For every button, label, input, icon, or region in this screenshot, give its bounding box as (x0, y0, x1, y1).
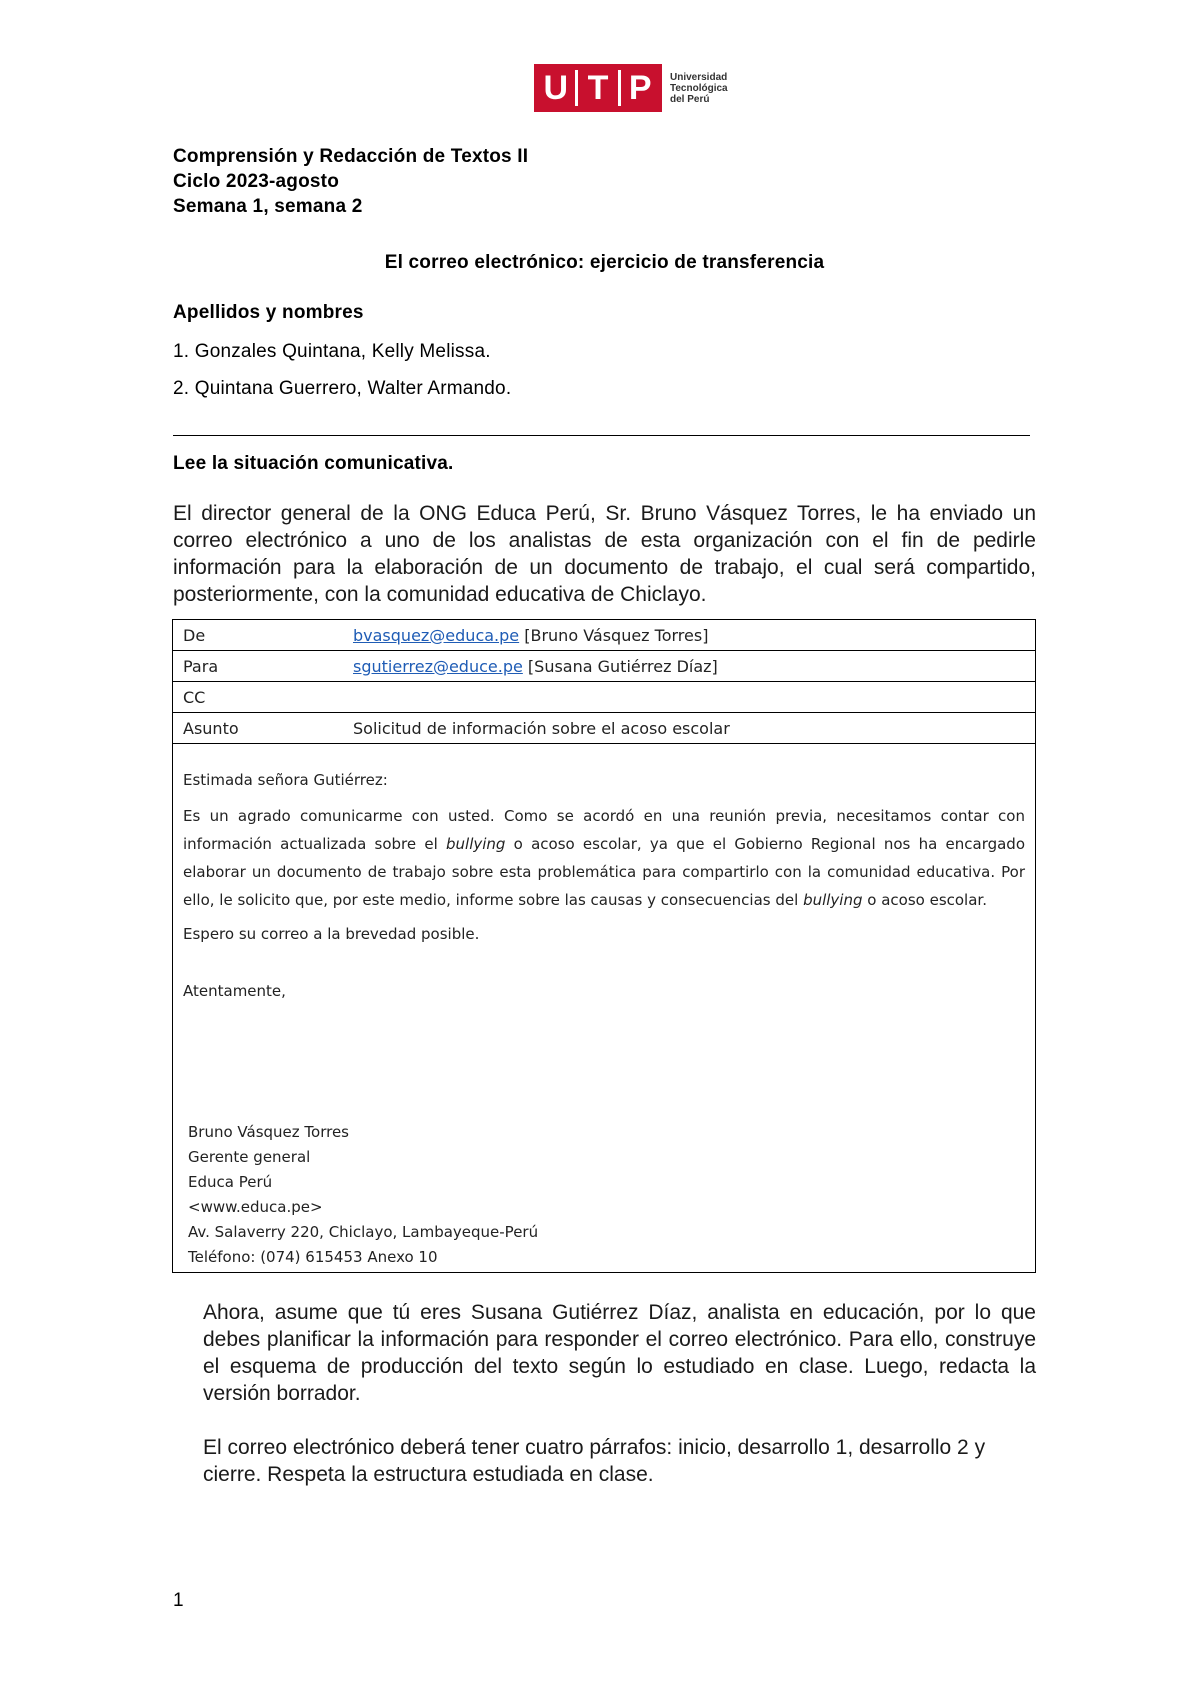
sig-org: Educa Perú (188, 1173, 273, 1191)
subject-label: Asunto (183, 718, 239, 738)
sig-name: Bruno Vásquez Torres (188, 1123, 349, 1141)
email-closing: Atentamente, (183, 982, 286, 1000)
sig-role: Gerente general (188, 1148, 311, 1166)
p1-text-a: Es un agrado comunicarme con usted. Como se acordó en una reunión previa, necesitamos contar con información actualizada sobre el (183, 807, 1025, 853)
sig-web: <www.educa.pe> (188, 1198, 323, 1216)
logo-letter-p: P (628, 68, 652, 107)
from-email-link[interactable]: bvasquez@educa.pe (353, 625, 520, 645)
cycle: Ciclo 2023-agosto (173, 171, 340, 192)
situation-heading: Lee la situación comunicativa. (173, 453, 454, 474)
email-subject-row (173, 713, 1035, 744)
sig-phone: Teléfono: (074) 615453 Anexo 10 (188, 1248, 438, 1266)
from-value (353, 626, 1035, 645)
logo-university-name (670, 72, 728, 105)
situation-text: El director general de la ONG Educa Perú, Sr. Bruno Vásquez Torres, le ha enviado un correo electrónico a uno de los analistas de esta organización con el fin de pedirle información para la elaboración de un documento de trabajo, el cual será compartido, posteriormente, con la comunidad educativa de Chiclayo. (173, 502, 1036, 606)
logo-mark (534, 64, 662, 112)
email-greeting: Estimada señora Gutiérrez: (183, 771, 388, 789)
subject-value: Solicitud de información sobre el acoso escolar (353, 718, 730, 738)
separator-line (173, 435, 1030, 436)
page-number: 1 (173, 1590, 184, 1611)
to-email-link[interactable]: sgutierrez@educe.pe (353, 656, 523, 676)
email-box (172, 619, 1036, 1273)
course-name: Comprensión y Redacción de Textos II (173, 146, 529, 167)
student-name-2: 2. Quintana Guerrero, Walter Armando. (173, 378, 512, 399)
document-title: El correo electrónico: ejercicio de transferencia (384, 252, 825, 273)
email-cc-row (173, 682, 1035, 713)
p1-text-c: o acoso escolar. (862, 891, 987, 909)
p1-text-b: o acoso escolar, ya que el Gobierno Regional nos ha encargado elaborar un documento de trabajo sobre esta problemática para compartirlo con la comunidad educativa. Por ello, le solicito que, por este medio, informe sobre las causas y consecuencias del (183, 835, 1026, 909)
p1-italic-1: bullying (446, 835, 506, 853)
instructions-paragraph-1: Ahora, asume que tú eres Susana Gutiérrez Díaz, analista en educación, por lo que debes planificar la información para responder el correo electrónico. Para ello, construye el esquema de producción del texto según lo estudiado en clase. Luego, redacta la versión borrador. (203, 1301, 1036, 1405)
cc-label: CC (183, 687, 206, 707)
logo-letter-t: T (587, 68, 609, 107)
instructions-paragraph-2: El correo electrónico deberá tener cuatro párrafos: inicio, desarrollo 1, desarrollo 2 y cierre. Respeta la estructura estudiada en clase. (203, 1436, 986, 1486)
email-from-row (173, 620, 1035, 651)
email-body (173, 744, 1035, 1005)
to-label: Para (183, 656, 219, 676)
email-signature (188, 1120, 538, 1270)
utp-logo (534, 64, 728, 112)
sig-address: Av. Salaverry 220, Chiclayo, Lambayeque-Perú (188, 1223, 539, 1241)
logo-name-line: Universidad (670, 71, 728, 83)
student-name-1: 1. Gonzales Quintana, Kelly Melissa. (173, 341, 491, 362)
p1-italic-2: bullying (803, 891, 863, 909)
logo-name-line: Tecnológica (670, 82, 728, 94)
to-name: [Susana Gutiérrez Díaz] (527, 656, 718, 676)
weeks: Semana 1, semana 2 (173, 196, 363, 217)
email-to-row (173, 651, 1035, 682)
from-name: [Bruno Vásquez Torres] (524, 625, 709, 645)
logo-name-line: del Perú (670, 93, 710, 105)
course-header (173, 144, 528, 219)
from-label: De (183, 625, 206, 645)
logo-letter-u: U (543, 68, 569, 107)
to-value (353, 657, 1035, 676)
email-paragraph-2: Espero su correo a la brevedad posible. (183, 925, 480, 943)
names-heading: Apellidos y nombres (173, 302, 364, 323)
email-paragraph-1 (183, 802, 1025, 914)
